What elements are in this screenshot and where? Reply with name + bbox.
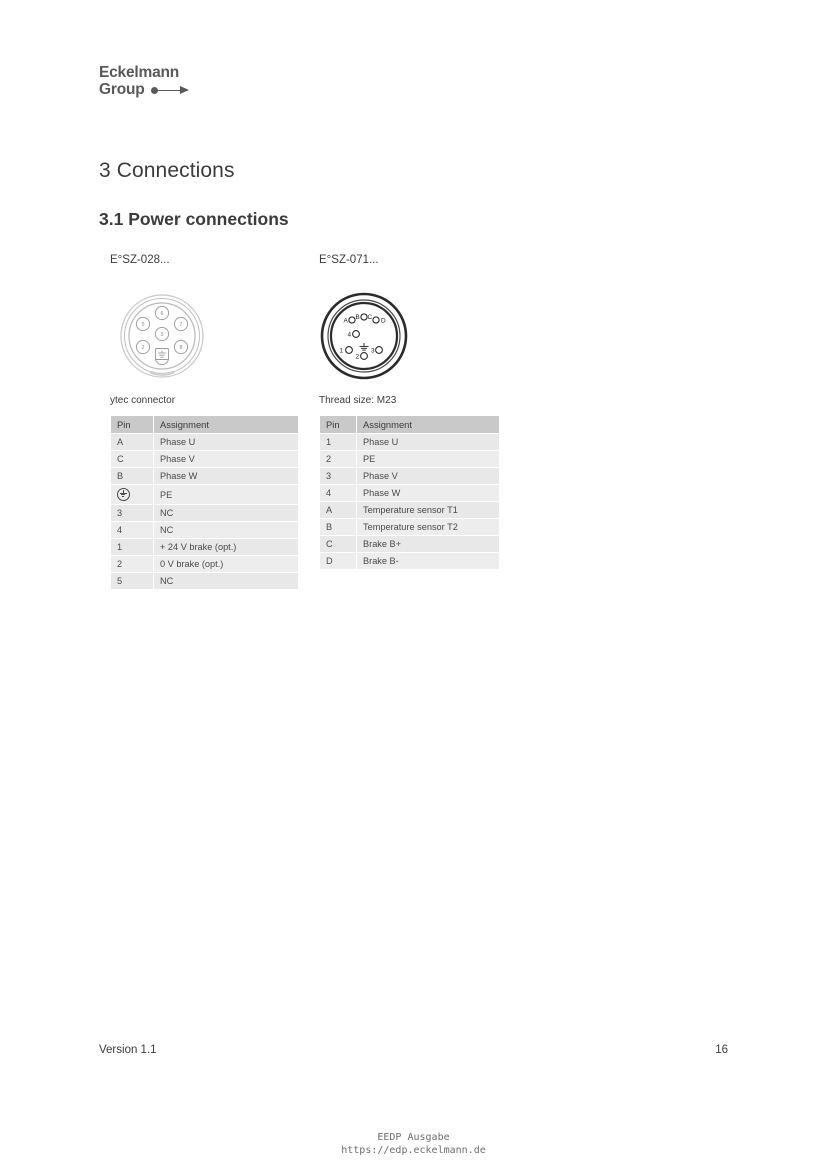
column-header-assignment: Assignment — [357, 416, 500, 434]
cell-pin: B — [320, 519, 357, 536]
cell-assignment: + 24 V brake (opt.) — [154, 539, 299, 556]
cell-pin: 1 — [320, 434, 357, 451]
cell-assignment: Phase U — [154, 434, 299, 451]
svg-text:2: 2 — [141, 345, 145, 351]
connector-model-right: E°SZ-071... — [319, 254, 379, 266]
cell-pin: 4 — [111, 522, 154, 539]
cell-assignment: Phase W — [154, 468, 299, 485]
table-row — [111, 556, 299, 573]
watermark-line1: EEDP Ausgabe — [377, 1132, 450, 1143]
cell-pin: 4 — [320, 485, 357, 502]
connector-block-left — [110, 254, 310, 590]
cell-pin: 1 — [111, 539, 154, 556]
column-header-pin: Pin — [320, 416, 357, 434]
cell-pin-pe-symbol — [111, 485, 154, 505]
svg-text:4: 4 — [347, 331, 352, 339]
svg-text:B: B — [355, 314, 360, 321]
cell-pin: A — [320, 502, 357, 519]
table-header-row — [320, 416, 500, 434]
cell-pin: 3 — [111, 505, 154, 522]
company-logo — [99, 64, 299, 98]
cell-assignment: PE — [357, 451, 500, 468]
cell-assignment: Brake B- — [357, 553, 500, 570]
svg-text:7: 7 — [179, 322, 183, 328]
table-row — [320, 485, 500, 502]
round-connector-8pin-icon — [110, 286, 310, 386]
table-row — [320, 536, 500, 553]
column-header-assignment: Assignment — [154, 416, 299, 434]
svg-text:6: 6 — [160, 311, 164, 317]
svg-text:8: 8 — [179, 345, 183, 351]
cell-assignment: NC — [154, 522, 299, 539]
connector-block-right — [319, 254, 519, 570]
table-row — [320, 451, 500, 468]
cell-pin: D — [320, 553, 357, 570]
cell-pin: 2 — [111, 556, 154, 573]
table-row — [320, 502, 500, 519]
connector-caption-right: Thread size: M23 — [319, 395, 397, 406]
watermark-line2: https://edp.eckelmann.de — [341, 1145, 486, 1156]
table-row — [111, 505, 299, 522]
logo-text-line2-row — [99, 81, 299, 98]
table-row — [111, 573, 299, 590]
round-connector-m23-icon — [319, 286, 519, 386]
cell-pin: 2 — [320, 451, 357, 468]
svg-text:5: 5 — [141, 322, 145, 328]
cell-assignment: Brake B+ — [357, 536, 500, 553]
svg-text:1: 1 — [339, 347, 344, 355]
cell-assignment: NC — [154, 573, 299, 590]
cell-pin: B — [111, 468, 154, 485]
cell-assignment: Temperature sensor T2 — [357, 519, 500, 536]
section-title: 3.1 Power connections — [99, 209, 289, 229]
table-row — [111, 434, 299, 451]
svg-text:3: 3 — [371, 347, 375, 355]
table-row — [111, 485, 299, 505]
arrow-right-icon — [151, 84, 189, 96]
table-row — [320, 553, 500, 570]
cell-pin: 5 — [111, 573, 154, 590]
cell-assignment: NC — [154, 505, 299, 522]
connector-model-left: E°SZ-028... — [110, 254, 170, 266]
pin-assignment-table-left — [110, 415, 299, 590]
svg-text:A: A — [343, 317, 348, 325]
pin-assignment-table-right — [319, 415, 500, 570]
cell-pin: C — [111, 451, 154, 468]
footer-version: Version 1.1 — [99, 1044, 157, 1056]
earth-ground-icon — [117, 488, 130, 501]
footer-page-number: 16 — [715, 1044, 728, 1056]
svg-text:3: 3 — [160, 332, 164, 338]
table-row — [111, 468, 299, 485]
cell-assignment: Temperature sensor T1 — [357, 502, 500, 519]
cell-assignment: Phase V — [154, 451, 299, 468]
connector-caption-left: ytec connector — [110, 395, 176, 406]
table-row — [320, 468, 500, 485]
logo-text-line1: Eckelmann — [99, 64, 180, 81]
cell-assignment: Phase V — [357, 468, 500, 485]
cell-assignment: PE — [154, 485, 299, 505]
cell-pin: 3 — [320, 468, 357, 485]
cell-assignment: Phase U — [357, 434, 500, 451]
table-row — [320, 519, 500, 536]
cell-assignment: Phase W — [357, 485, 500, 502]
logo-text-line2: Group — [99, 81, 145, 98]
watermark — [0, 1131, 827, 1157]
table-row — [111, 539, 299, 556]
column-header-pin: Pin — [111, 416, 154, 434]
cell-pin: A — [111, 434, 154, 451]
cell-assignment: 0 V brake (opt.) — [154, 556, 299, 573]
table-row — [111, 522, 299, 539]
page-title: 3 Connections — [99, 159, 235, 182]
svg-text:D: D — [381, 317, 386, 325]
table-header-row — [111, 416, 299, 434]
table-row — [111, 451, 299, 468]
table-row — [320, 434, 500, 451]
cell-pin: C — [320, 536, 357, 553]
svg-text:2: 2 — [355, 353, 360, 361]
svg-text:C: C — [367, 314, 373, 321]
